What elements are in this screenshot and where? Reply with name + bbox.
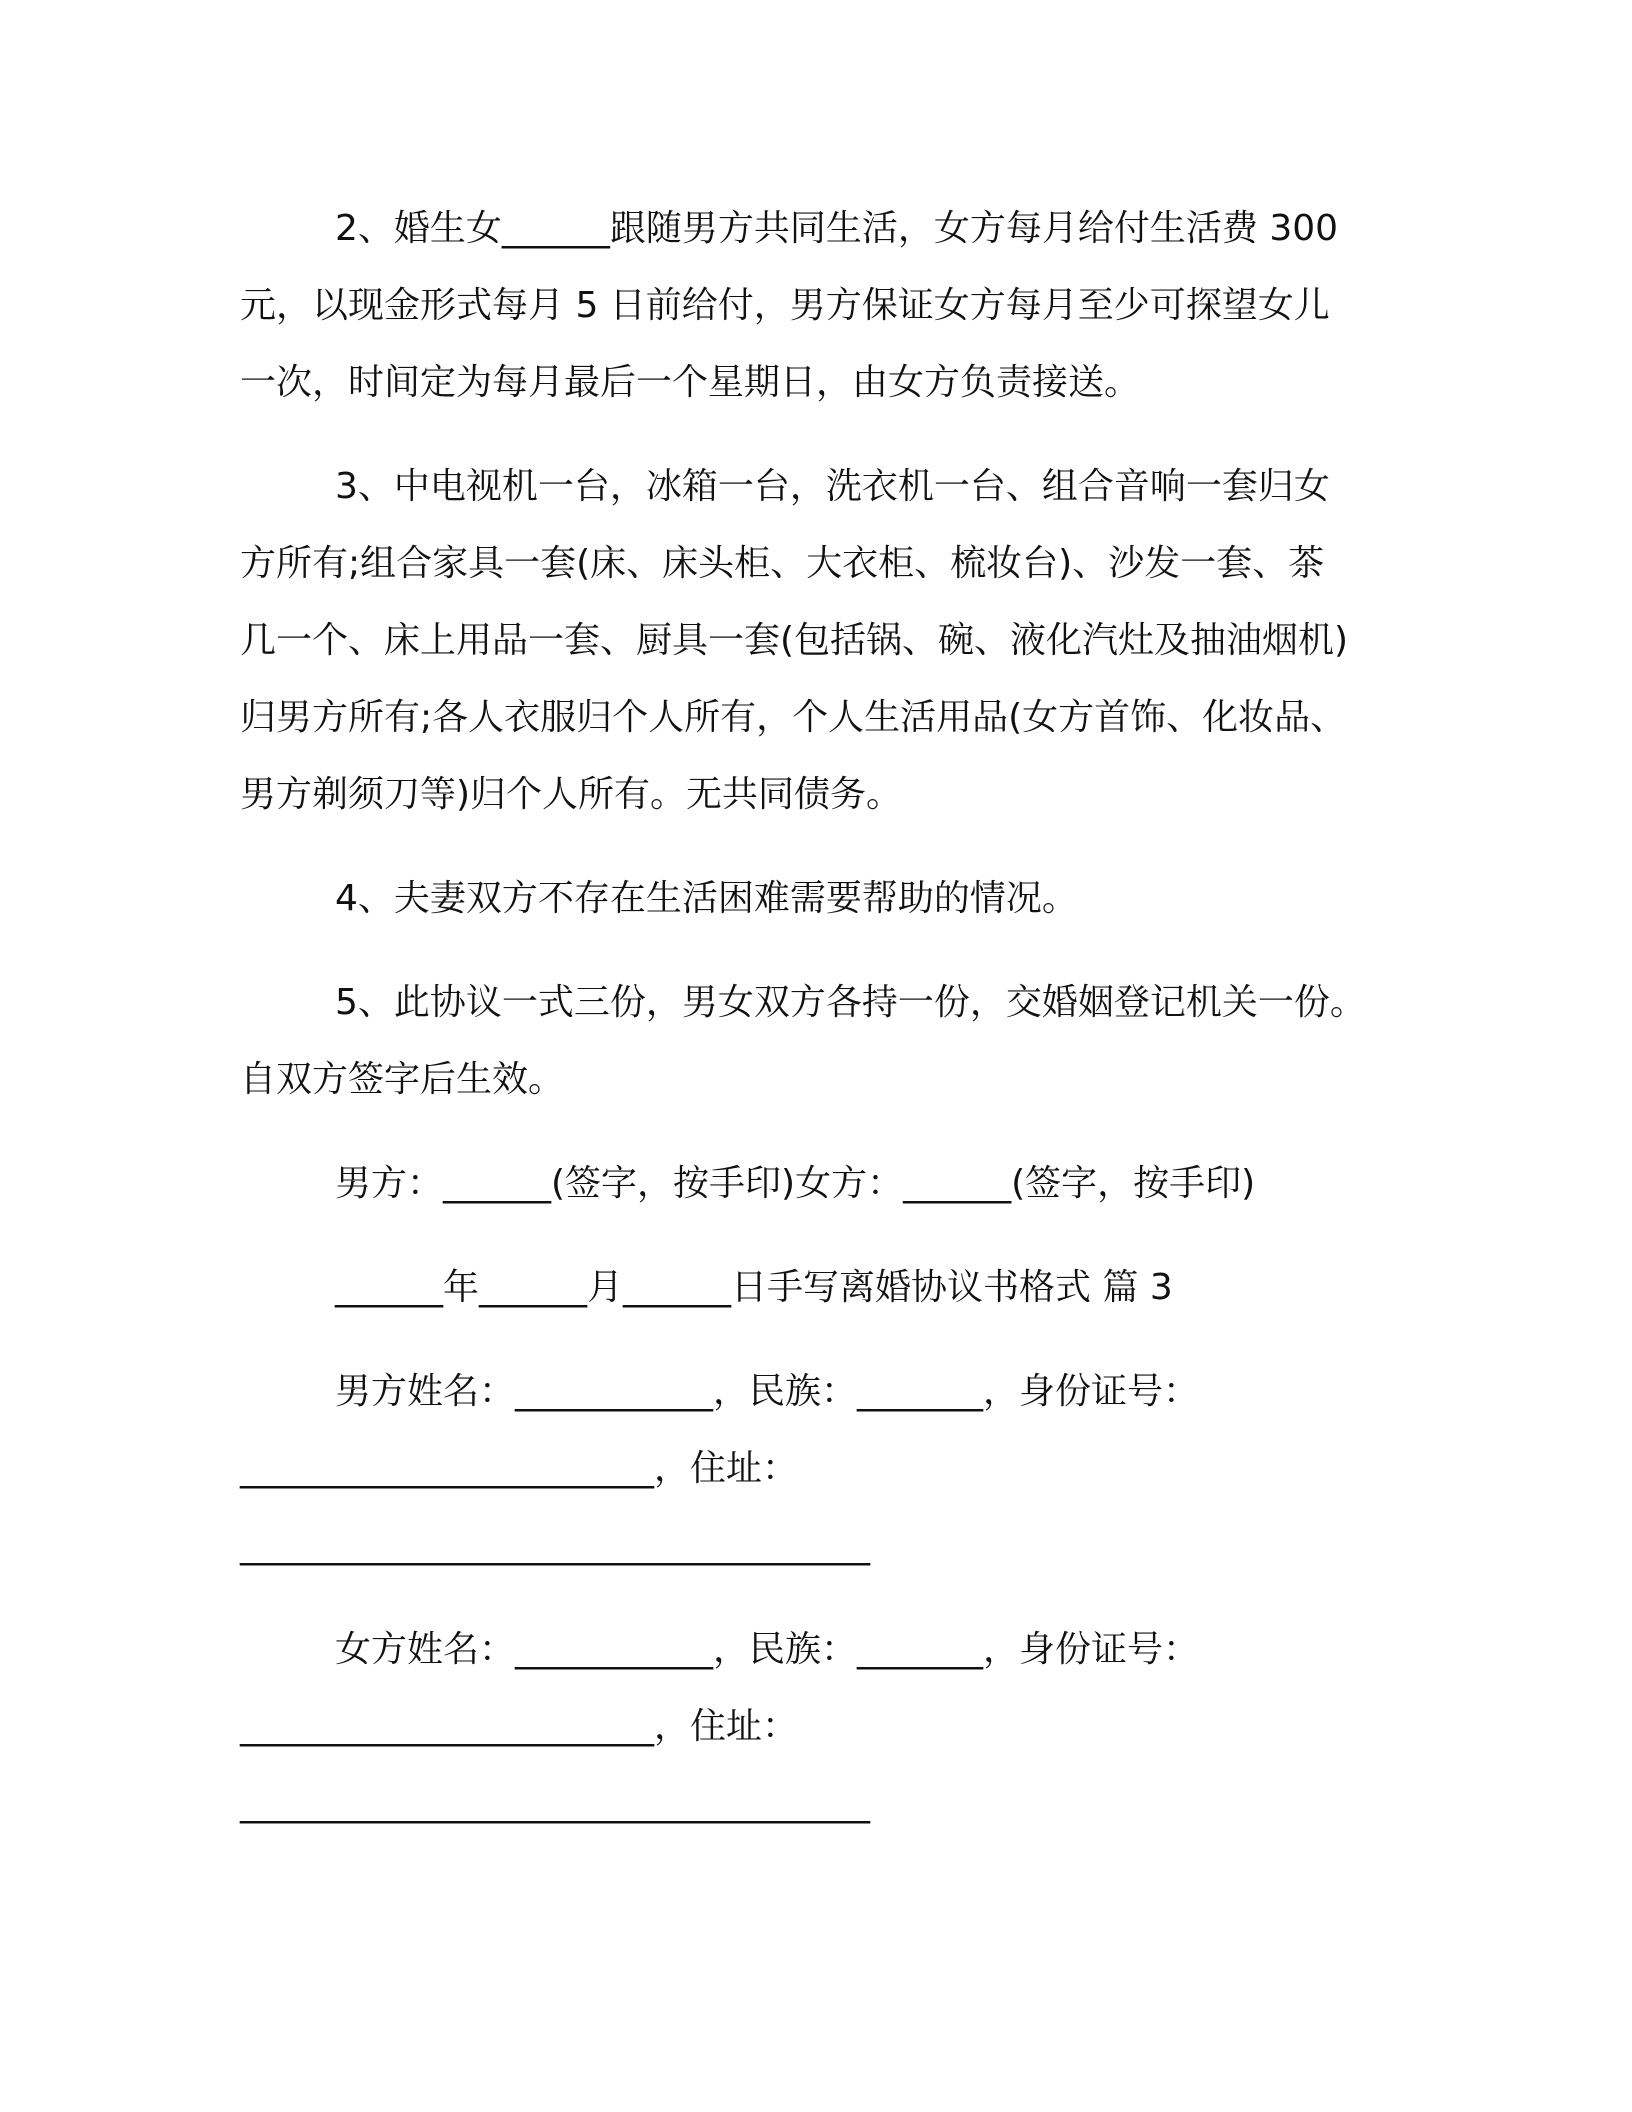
paragraph-property-division: 3、中电视机一台，冰箱一台，洗衣机一台、组合音响一套归女 方所有;组合家具一套(床、床头柜、大衣柜、梳妆台)、沙发一套、茶 几一个、床上用品一套、厨具一套(包括锅、碗、液化汽灶及抽油烟机) 归男方所有;各人衣服归个人所有，个人生活用品(女方首饰、化妆品、 男方剃须刀等)归个人所有。无共同债务。: [240, 466, 1349, 815]
male-party-info: 男方姓名：___________，民族：_______，身份证号： _______________________，住址： ___________________________________: [240, 1371, 1200, 1566]
date-and-heading: ______年______月______日手写离婚协议书格式 篇 3: [335, 1267, 1173, 1308]
female-party-info: 女方姓名：___________，民族：_______，身份证号： _______________________，住址： ___________________________________: [240, 1629, 1200, 1824]
paragraph-copies: 5、此协议一式三份，男女双方各持一份，交婚姻登记机关一份。 自双方签字后生效。: [240, 982, 1366, 1100]
document-page: [240, 190, 1400, 1842]
signature-line: 男方：______(签字，按手印)女方：______(签字，按手印): [335, 1163, 1256, 1204]
paragraph-no-hardship: 4、夫妻双方不存在生活困难需要帮助的情况。: [335, 878, 1078, 919]
paragraph-child-custody: 2、婚生女______跟随男方共同生活，女方每月给付生活费 300 元，以现金形式每月 5 日前给付，男方保证女方每月至少可探望女儿 一次，时间定为每月最后一个星期日，由女方负责接送。: [240, 208, 1339, 403]
